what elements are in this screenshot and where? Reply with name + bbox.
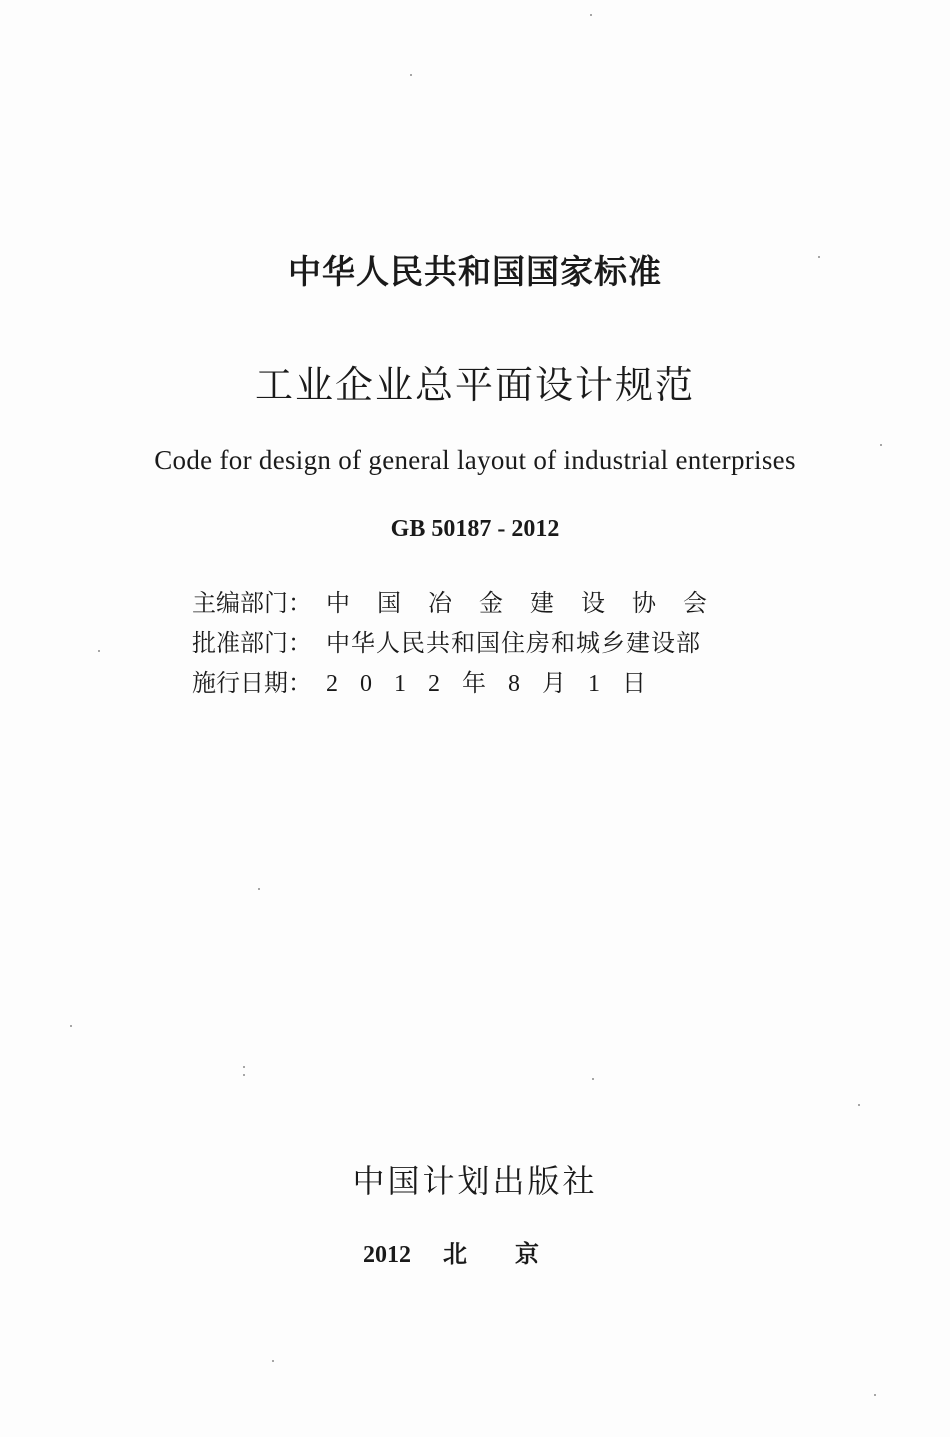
scan-speck	[243, 1066, 245, 1068]
scan-speck	[818, 256, 820, 258]
effective-date-value: 2012年8月1日	[326, 671, 668, 697]
editor-value: 中国冶金建设协会	[326, 589, 734, 617]
scan-speck	[98, 650, 100, 652]
editor-label: 主编部门：	[192, 589, 312, 617]
standard-title-chinese: 工业企业总平面设计规范	[254, 363, 695, 407]
scan-speck	[272, 1360, 274, 1362]
publisher-name: 中国计划出版社	[352, 1162, 598, 1200]
editor-row	[192, 583, 752, 623]
approver-value: 中华人民共和国住房和城乡建设部	[326, 629, 701, 657]
approver-row	[192, 623, 752, 663]
scan-speck	[70, 1025, 72, 1027]
scan-speck	[874, 1394, 876, 1396]
scan-speck	[590, 14, 592, 16]
standard-class-heading: 中华人民共和国国家标准	[288, 252, 662, 291]
publication-year: 2012	[363, 1242, 411, 1268]
scan-speck	[858, 1104, 860, 1106]
standard-info-block	[192, 583, 752, 703]
scan-speck	[258, 888, 260, 890]
scan-speck	[243, 1074, 245, 1076]
standard-number: GB 50187 - 2012	[390, 516, 560, 542]
scan-speck	[880, 444, 882, 446]
publication-city: 北京	[443, 1240, 587, 1268]
scan-speck	[592, 1078, 594, 1080]
approver-label: 批准部门：	[192, 629, 312, 657]
publication-place	[0, 1236, 950, 1273]
effective-date-row	[192, 663, 752, 703]
scan-speck	[410, 74, 412, 76]
standard-title-english: Code for design of general layout of industrial enterprises	[154, 445, 796, 475]
effective-date-label: 施行日期：	[192, 669, 312, 697]
